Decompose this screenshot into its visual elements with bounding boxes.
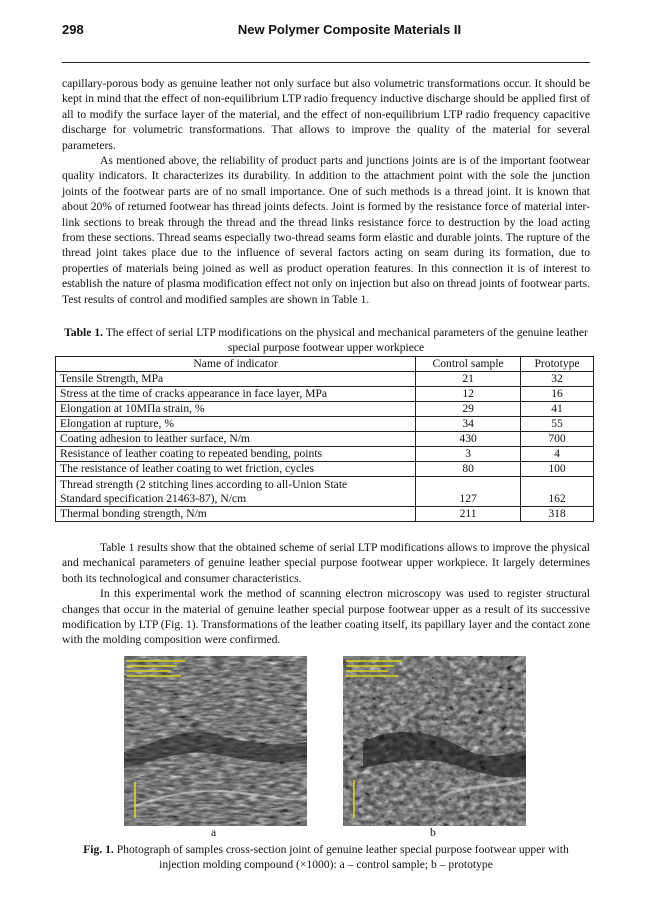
- body-text-top: [62, 76, 590, 307]
- paragraph: capillary-porous body as genuine leather not only surface but also volumetric transformations occur. It should be kept in mind that the effect of non-equilibrium LTP radio frequency inductive discharge should be applied first of all to modify the surface layer of the material, and the effect of non-equilibrium LTP radio frequency capacitive discharge for volumetric transformations. That allows to improve the quality of the material for several parameters.: [62, 77, 590, 152]
- control-cell: 211: [416, 507, 521, 522]
- indicator-cell: Stress at the time of cracks appearance in face layer, MPa: [56, 387, 416, 402]
- body-text-bottom: [62, 540, 590, 648]
- control-cell: 12: [416, 387, 521, 402]
- indicator-cell: [56, 477, 416, 507]
- prototype-cell: 55: [521, 417, 594, 432]
- table-row: [56, 372, 594, 387]
- figure-caption: [62, 842, 590, 872]
- header-cell: Name of indicator: [56, 357, 416, 372]
- table-row: [56, 432, 594, 447]
- table-row: [56, 387, 594, 402]
- table-caption: [62, 326, 590, 355]
- table-row: [56, 402, 594, 417]
- prototype-cell: 700: [521, 432, 594, 447]
- paragraph: As mentioned above, the reliability of product parts and junctions joints are is of the important footwear quality indicators. It characterizes its durability. In addition to the attachment point with the sole the junction joints of the footwear parts are of no small importance. One of such methods is a thread joint. It is known that about 20% of returned footwear has thread joints defects. Joint is formed by the resistance force of material inter-link sections to break through the thread and the thread links resistance force to destruction by the load acting from these sections. Thread seams especially two-thread seams form elastic and durable joints. The rupture of the thread joint takes place due to the influence of several factors acting on seam during its formation, due to properties of materials being joined as well as product operation features. In this connection it is of interest to establish the nature of plasma modification effect not only on injection but also on thread joints of footwear parts. Test results of control and modified samples are shown in Table 1.: [62, 154, 590, 306]
- indicator-cell: Tensile Strength, MPa: [56, 372, 416, 387]
- running-title: New Polymer Composite Materials II: [237, 22, 462, 37]
- figure-label-a: a: [211, 826, 217, 839]
- page-number: 298: [62, 22, 84, 37]
- control-cell: 3: [416, 447, 521, 462]
- micrograph-a-image: [124, 656, 307, 826]
- table-caption-text: The effect of serial LTP modifications on the physical and mechanical parameters of the genuine leather special purpose footwear upper workpiece: [105, 326, 588, 354]
- indicator-cell: The resistance of leather coating to wet friction, cycles: [56, 462, 416, 477]
- figure-label-b: b: [430, 826, 436, 839]
- results-table: [55, 356, 594, 522]
- header-cell: Prototype: [521, 357, 594, 372]
- prototype-cell: 162: [521, 477, 594, 507]
- micrograph-b-image: [343, 656, 526, 826]
- table-header-row: [56, 357, 594, 372]
- indicator-cell: Elongation at 10МПа strain, %: [56, 402, 416, 417]
- figure-caption-text: Photograph of samples cross-section joint of genuine leather special purpose footwear upper with injection molding compound (×1000): a – control sample; b – prototype: [116, 843, 569, 871]
- indicator-cell: Thermal bonding strength, N/m: [56, 507, 416, 522]
- prototype-cell: 100: [521, 462, 594, 477]
- table-row: [56, 417, 594, 432]
- micrograph-control-sample: [124, 656, 307, 826]
- table-row: [56, 447, 594, 462]
- page-header: [62, 22, 592, 44]
- table-row: [56, 507, 594, 522]
- table-caption-label: Table 1.: [64, 326, 104, 339]
- header-rule: [62, 62, 590, 63]
- micrograph-prototype: [343, 656, 526, 826]
- figure-caption-label: Fig. 1.: [83, 843, 114, 856]
- prototype-cell: 16: [521, 387, 594, 402]
- control-cell: 80: [416, 462, 521, 477]
- prototype-cell: 32: [521, 372, 594, 387]
- indicator-line: Standard specification 21463-87), N/cm: [60, 492, 247, 505]
- paragraph: Table 1 results show that the obtained scheme of serial LTP modifications allows to improve the physical and mechanical parameters of genuine leather special purpose footwear upper workpiece. It largely determines both its technological and consumer characteristics.: [62, 541, 590, 585]
- paragraph: In this experimental work the method of scanning electron microscopy was used to register structural changes that occur in the material of genuine leather special purpose footwear upper as a result of its successive modification by LTP (Fig. 1). Transformations of the leather coating itself, its papillary layer and the contact zone with the molding composition were confirmed.: [62, 587, 590, 647]
- control-cell: 127: [416, 477, 521, 507]
- control-cell: 29: [416, 402, 521, 417]
- table-row: [56, 462, 594, 477]
- control-cell: 21: [416, 372, 521, 387]
- table-row: [56, 477, 594, 507]
- prototype-cell: 41: [521, 402, 594, 417]
- prototype-cell: 4: [521, 447, 594, 462]
- prototype-cell: 318: [521, 507, 594, 522]
- control-cell: 34: [416, 417, 521, 432]
- indicator-cell: Coating adhesion to leather surface, N/m: [56, 432, 416, 447]
- header-cell: Control sample: [416, 357, 521, 372]
- indicator-cell: Elongation at rupture, %: [56, 417, 416, 432]
- indicator-line: Thread strength (2 stitching lines according to all-Union State: [60, 478, 348, 491]
- control-cell: 430: [416, 432, 521, 447]
- indicator-cell: Resistance of leather coating to repeated bending, points: [56, 447, 416, 462]
